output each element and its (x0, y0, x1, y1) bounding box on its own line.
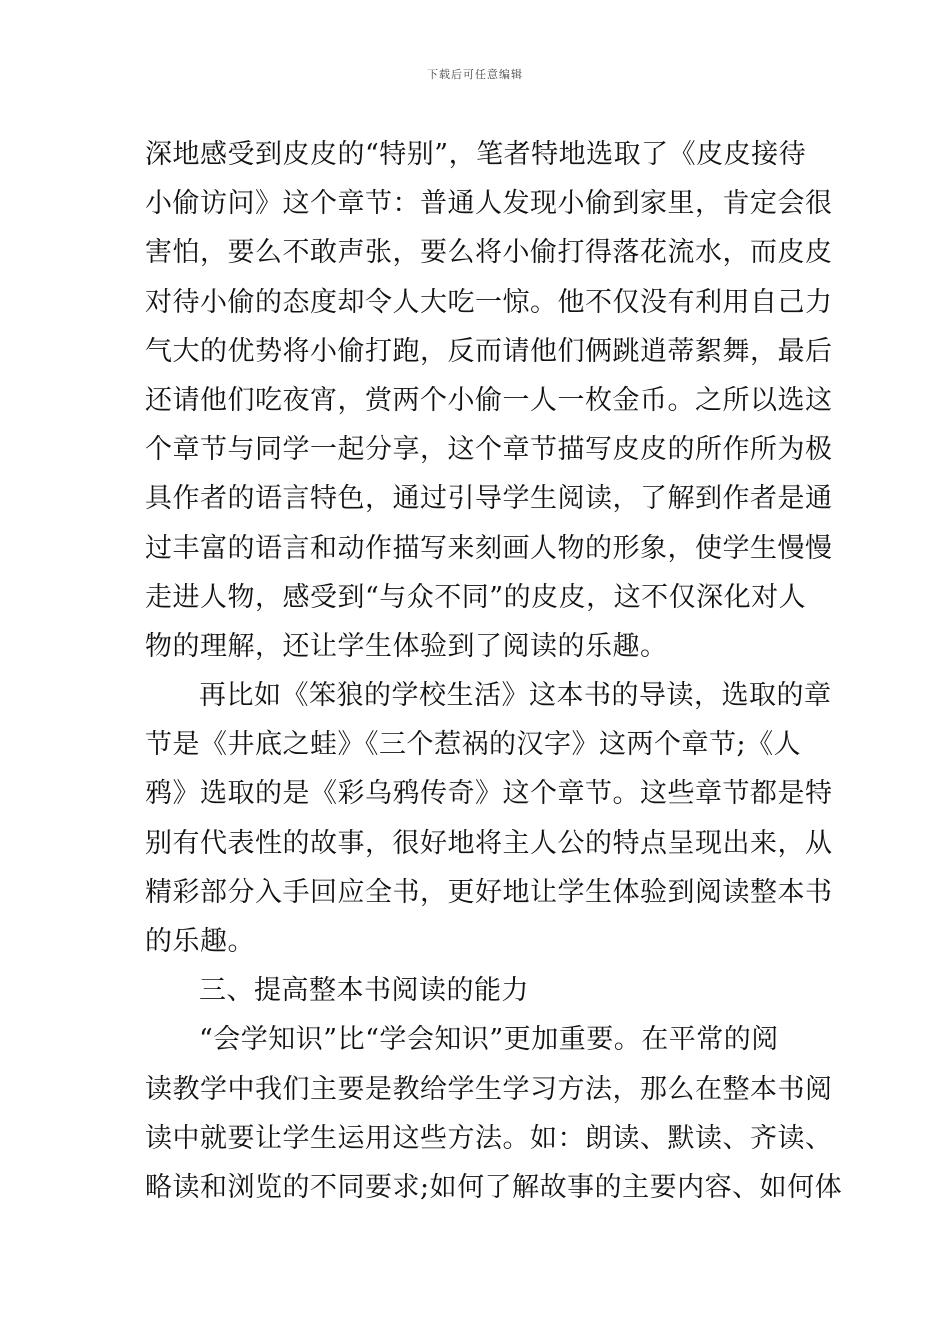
section-heading: 三、提高整本书阅读的能力 (199, 975, 529, 1007)
text-line: 个章节与同学一起分享，这个章节描写皮皮的所作所为极 (145, 434, 833, 466)
text-line: 对待小偷的态度却令人大吃一惊。他不仅没有利用自己力 (145, 286, 833, 318)
text-line: 读中就要让学生运用这些方法。如：朗读、默读、齐读、 (145, 1122, 833, 1154)
text-line: 的乐趣。 (145, 926, 255, 957)
text-line: 过丰富的语言和动作描写来刻画人物的形象，使学生慢慢 (145, 532, 833, 564)
text-line: 读教学中我们主要是教给学生学习方法，那么在整本书阅 (145, 1073, 833, 1105)
text-line: 走进人物，感受到“与众不同”的皮皮，这不仅深化对人 (145, 581, 807, 613)
text-line: 还请他们吃夜宵，赏两个小偷一人一枚金币。之所以选这 (145, 384, 833, 416)
text-line: 节是《井底之蛙》《三个惹祸的汉字》这两个章节;《人 (145, 729, 802, 761)
paragraph-start-line: “会学知识”比“学会知识”更加重要。在平常的阅 (199, 1024, 779, 1056)
text-line: 害怕，要么不敢声张，要么将小偷打得落花流水，而皮皮 (145, 237, 833, 269)
text-line: 略读和浏览的不同要求;如何了解故事的主要内容、如何体 (145, 1171, 843, 1203)
text-line: 小偷访问》这个章节：普通人发现小偷到家里，肯定会很 (145, 188, 833, 220)
text-line: 气大的优势将小偷打跑，反而请他们俩跳逍蒂絮舞，最后 (145, 335, 833, 367)
body-text (145, 130, 843, 1212)
text-line: 物的理解，还让学生体验到了阅读的乐趣。 (145, 630, 668, 662)
paragraph-start-line: 再比如《笨狼的学校生活》这本书的导读，选取的章 (199, 680, 832, 712)
text-line: 别有代表性的故事，很好地将主人公的特点呈现出来，从 (145, 827, 833, 859)
text-line: 具作者的语言特色，通过引导学生阅读，了解到作者是通 (145, 483, 833, 515)
header-note: 下载后可任意编辑 (427, 68, 523, 81)
text-line: 鸦》选取的是《彩乌鸦传奇》这个章节。这些章节都是特 (145, 778, 833, 810)
text-line: 精彩部分入手回应全书，更好地让学生体验到阅读整本书 (145, 876, 833, 908)
text-line: 深地感受到皮皮的“特别”，笔者特地选取了《皮皮接待 (145, 139, 807, 170)
